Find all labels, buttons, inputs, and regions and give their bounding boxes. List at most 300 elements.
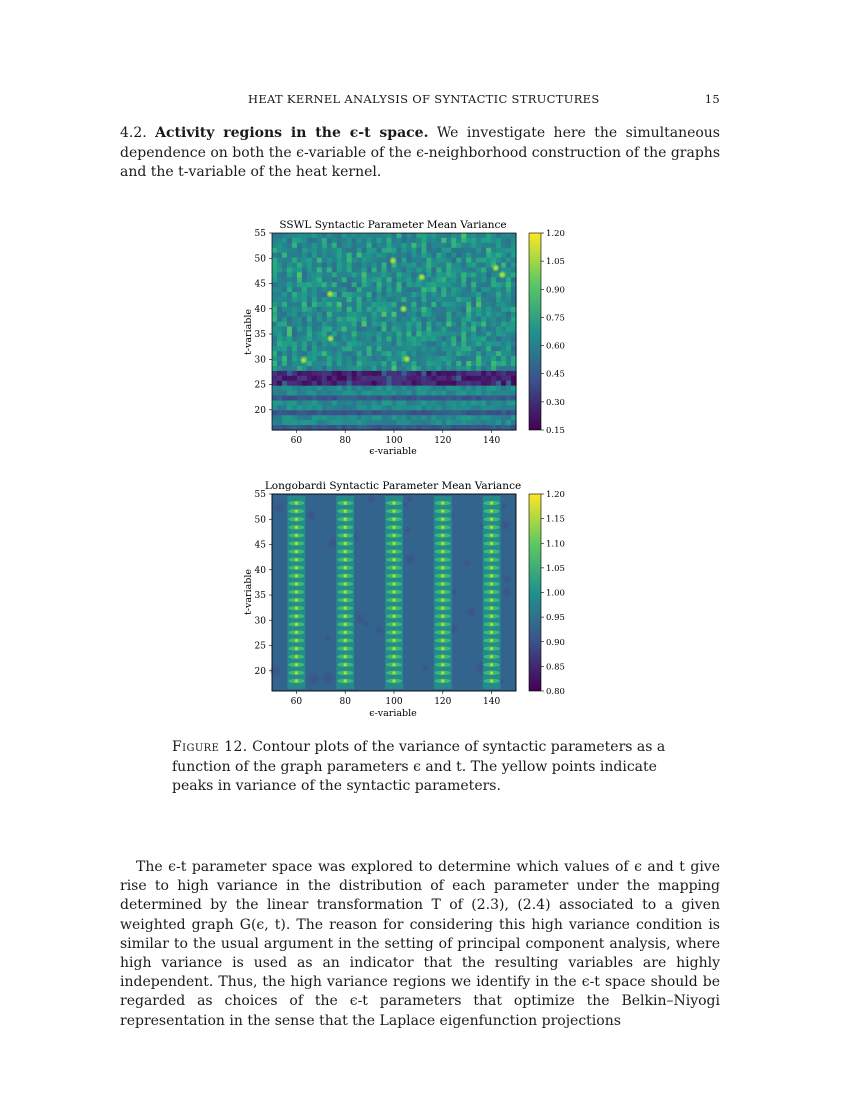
heatmap-cell <box>312 400 318 406</box>
low-variance-patch <box>271 499 286 514</box>
heatmap-cell <box>491 356 497 362</box>
heatmap-cell <box>317 415 323 421</box>
x-tick-label: 140 <box>483 697 501 707</box>
heatmap-cell <box>292 302 298 308</box>
heatmap-cell <box>396 292 402 298</box>
heatmap-cell <box>506 272 512 278</box>
heatmap-cell <box>367 302 373 308</box>
heatmap-cell <box>382 302 388 308</box>
heatmap-cell <box>292 356 298 362</box>
heatmap-cell <box>401 233 407 239</box>
heatmap-cell <box>456 346 462 352</box>
heatmap-cell <box>342 361 348 367</box>
variance-peak <box>295 582 298 585</box>
heatmap-cell <box>426 420 432 426</box>
heatmap-cell <box>387 287 393 293</box>
heatmap-cell <box>401 287 407 293</box>
heatmap-cell <box>312 267 318 273</box>
heatmap-cell <box>431 263 437 269</box>
y-axis-ticks <box>255 229 272 416</box>
heatmap-cell <box>372 243 378 249</box>
heatmap-cell <box>367 277 373 283</box>
heatmap-cell <box>282 327 288 333</box>
heatmap-cell <box>377 258 383 264</box>
heatmap-cell <box>377 277 383 283</box>
heatmap-cell <box>362 381 368 387</box>
heatmap-cell <box>372 238 378 244</box>
heatmap-cell <box>451 415 457 421</box>
heatmap-cell <box>272 341 278 347</box>
heatmap-cell <box>476 400 482 406</box>
heatmap-cell <box>401 267 407 273</box>
heatmap-cell <box>342 332 348 338</box>
colorbar-tick-label: 1.15 <box>546 514 565 525</box>
heatmap-cell <box>471 272 477 278</box>
variance-peak <box>295 501 298 504</box>
heatmap-cell <box>347 361 353 367</box>
heatmap-cell <box>451 322 457 328</box>
heatmap-cell <box>357 322 363 328</box>
heatmap-cell <box>486 287 492 293</box>
heatmap-cell <box>307 391 313 397</box>
heatmap-cell <box>501 263 507 269</box>
heatmap-cell <box>486 302 492 308</box>
heatmap-cell <box>272 327 278 333</box>
low-variance-patch <box>502 574 512 584</box>
heatmap-cell <box>297 351 303 357</box>
heatmap-cell <box>406 386 412 392</box>
variance-peak <box>326 290 334 298</box>
heatmap-cell <box>501 292 507 298</box>
heatmap-cell <box>476 272 482 278</box>
heatmap-cell <box>441 332 447 338</box>
heatmap-cell <box>506 356 512 362</box>
heatmap-cell <box>332 322 338 328</box>
variance-peak <box>344 574 347 577</box>
heatmap-cell <box>486 272 492 278</box>
heatmap-cell <box>481 312 487 318</box>
heatmap-cell <box>446 341 452 347</box>
heatmap-cell <box>317 287 323 293</box>
heatmap-cell <box>491 322 497 328</box>
heatmap-cell <box>441 287 447 293</box>
heatmap-cell <box>307 351 313 357</box>
heatmap-cell <box>357 376 363 382</box>
heatmap-cell <box>377 287 383 293</box>
heatmap-cell <box>307 400 313 406</box>
heatmap-cell <box>272 282 278 288</box>
x-axis-label: ϵ-variable <box>369 446 417 457</box>
heatmap-cell <box>322 371 328 377</box>
heatmap-cell <box>367 420 373 426</box>
heatmap-cell <box>481 282 487 288</box>
heatmap-cell <box>372 376 378 382</box>
heatmap-cell <box>496 396 502 402</box>
heatmap-cell <box>411 332 417 338</box>
heatmap-cell <box>382 396 388 402</box>
heatmap-cell <box>426 292 432 298</box>
heatmap-cell <box>496 361 502 367</box>
heatmap-cell <box>476 391 482 397</box>
heatmap-cell <box>451 391 457 397</box>
heatmap-cell <box>461 356 467 362</box>
heatmap-cell <box>272 243 278 249</box>
heatmap-cell <box>461 381 467 387</box>
heatmap-cell <box>372 263 378 269</box>
heatmap-cell <box>357 277 363 283</box>
heatmap-cell <box>362 391 368 397</box>
heatmap-cell <box>312 287 318 293</box>
heatmap-cell <box>367 391 373 397</box>
heatmap-cell <box>317 332 323 338</box>
heatmap-cell <box>486 410 492 416</box>
heatmap-cell <box>481 307 487 313</box>
heatmap-cell <box>372 253 378 259</box>
heatmap-cell <box>491 420 497 426</box>
heatmap-cell <box>466 332 472 338</box>
heatmap-cell <box>322 238 328 244</box>
heatmap-cell <box>421 396 427 402</box>
heatmap-cell <box>466 312 472 318</box>
heatmap-cell <box>307 302 313 308</box>
heatmap-cell <box>501 371 507 377</box>
heatmap-cell <box>347 396 353 402</box>
heatmap-cell <box>362 238 368 244</box>
heatmap-cell <box>401 327 407 333</box>
heatmap-cell <box>476 282 482 288</box>
heatmap-cell <box>357 282 363 288</box>
heatmap-cell <box>387 400 393 406</box>
heatmap-cell <box>461 272 467 278</box>
heatmap-cell <box>486 376 492 382</box>
heatmap-cell <box>382 322 388 328</box>
heatmap-cell <box>292 263 298 269</box>
variance-peak <box>490 590 493 593</box>
heatmap-cell <box>416 371 422 377</box>
heatmap-cell <box>342 297 348 303</box>
heatmap-cell <box>327 248 333 254</box>
heatmap-cell <box>431 346 437 352</box>
heatmap-cell <box>312 420 318 426</box>
heatmap-cell <box>287 263 293 269</box>
heatmap-cell <box>287 351 293 357</box>
heatmap-cell <box>426 391 432 397</box>
variance-peak <box>295 510 298 513</box>
heatmap-cell <box>421 400 427 406</box>
heatmap-cell <box>272 415 278 421</box>
variance-peak <box>295 558 298 561</box>
heatmap-cell <box>426 233 432 239</box>
variance-peak <box>344 550 347 553</box>
heatmap-cell <box>377 248 383 254</box>
heatmap-cell <box>471 327 477 333</box>
variance-peak <box>441 501 444 504</box>
heatmap-cell <box>372 327 378 333</box>
heatmap-cell <box>317 248 323 254</box>
heatmap-cell <box>451 346 457 352</box>
heatmap-cell <box>406 248 412 254</box>
variance-peak <box>441 655 444 658</box>
heatmap-cell <box>337 356 343 362</box>
heatmap-cell <box>491 386 497 392</box>
heatmap-cell <box>406 366 412 372</box>
heatmap-cell <box>342 410 348 416</box>
heatmap-cell <box>307 287 313 293</box>
heatmap-cell <box>387 381 393 387</box>
heatmap-cell <box>446 371 452 377</box>
heatmap-cell <box>352 396 358 402</box>
heatmap-cell <box>471 317 477 323</box>
heatmap-cell <box>406 233 412 239</box>
heatmap-cell <box>312 332 318 338</box>
heatmap-cell <box>441 267 447 273</box>
heatmap-cell <box>466 267 472 273</box>
heatmap-cell <box>302 263 308 269</box>
variance-peak <box>344 671 347 674</box>
heatmap-cell <box>461 292 467 298</box>
heatmap-cell <box>282 361 288 367</box>
heatmap-cell <box>327 282 333 288</box>
chart-sswl <box>243 219 565 457</box>
heatmap-cell <box>446 391 452 397</box>
variance-peak <box>344 526 347 529</box>
heatmap-cell <box>282 336 288 342</box>
heatmap-cell <box>342 366 348 372</box>
heatmap-cell <box>367 272 373 278</box>
heatmap-cell <box>357 248 363 254</box>
heatmap-cell <box>411 341 417 347</box>
heatmap-cell <box>401 376 407 382</box>
heatmap-cell <box>372 356 378 362</box>
heatmap-cell <box>496 405 502 411</box>
heatmap-cell <box>456 351 462 357</box>
heatmap-cell <box>476 366 482 372</box>
heatmap-cell <box>466 391 472 397</box>
heatmap-cell <box>277 405 283 411</box>
heatmap-cell <box>491 292 497 298</box>
variance-peak <box>392 663 395 666</box>
heatmap-cell <box>456 277 462 283</box>
heatmap-cell <box>481 233 487 239</box>
figure-caption <box>172 738 670 797</box>
heatmap-cell <box>411 381 417 387</box>
heatmap-cell <box>461 420 467 426</box>
heatmap-cell <box>282 258 288 264</box>
heatmap-cell <box>441 282 447 288</box>
heatmap-cell <box>372 410 378 416</box>
variance-peak <box>490 655 493 658</box>
heatmap-cell <box>501 317 507 323</box>
variance-peak <box>344 598 347 601</box>
heatmap-cell <box>392 332 398 338</box>
heatmap-cell <box>476 287 482 293</box>
heatmap-cell <box>287 415 293 421</box>
variance-peak <box>441 510 444 513</box>
heatmap-cell <box>322 263 328 269</box>
heatmap-cell <box>307 238 313 244</box>
heatmap-cell <box>317 391 323 397</box>
heatmap-cell <box>312 277 318 283</box>
heatmap-cell <box>491 415 497 421</box>
heatmap-cell <box>461 332 467 338</box>
heatmap-cell <box>481 287 487 293</box>
heatmap-cell <box>476 410 482 416</box>
heatmap-cell <box>476 396 482 402</box>
heatmap-cell <box>476 327 482 333</box>
heatmap-cell <box>471 346 477 352</box>
heatmap-cell <box>322 405 328 411</box>
heatmap-cell <box>421 238 427 244</box>
heatmap-cell <box>421 258 427 264</box>
heatmap-cell <box>456 366 462 372</box>
heatmap-cell <box>471 292 477 298</box>
heatmap-cell <box>362 253 368 259</box>
heatmap-cell <box>446 272 452 278</box>
heatmap-cell <box>491 307 497 313</box>
heatmap-cell <box>352 302 358 308</box>
heatmap-cell <box>377 415 383 421</box>
heatmap-cell <box>292 415 298 421</box>
heatmap-cell <box>282 356 288 362</box>
heatmap-cell <box>491 346 497 352</box>
heatmap-cell <box>282 376 288 382</box>
heatmap-cell <box>441 327 447 333</box>
heatmap-cell <box>471 386 477 392</box>
heatmap-cell <box>471 332 477 338</box>
heatmap-cell <box>501 405 507 411</box>
heatmap-cell <box>387 405 393 411</box>
heatmap-cell <box>387 341 393 347</box>
variance-peak <box>490 639 493 642</box>
heatmap-cell <box>456 292 462 298</box>
heatmap-cell <box>362 322 368 328</box>
heatmap-cell <box>411 297 417 303</box>
heatmap-cell <box>322 243 328 249</box>
heatmap-cell <box>307 356 313 362</box>
heatmap-cell <box>476 233 482 239</box>
heatmap-cell <box>441 386 447 392</box>
heatmap-cell <box>446 277 452 283</box>
heatmap-cell <box>416 336 422 342</box>
heatmap-cell <box>317 302 323 308</box>
heatmap-cell <box>377 253 383 259</box>
heatmap-cell <box>411 282 417 288</box>
heatmap-cell <box>312 302 318 308</box>
heatmap-cell <box>312 415 318 421</box>
heatmap-cell <box>287 258 293 264</box>
heatmap-cell <box>411 351 417 357</box>
heatmap-cell <box>292 312 298 318</box>
variance-peak <box>490 526 493 529</box>
heatmap-cell <box>441 258 447 264</box>
heatmap-cell <box>297 287 303 293</box>
heatmap-cell <box>456 361 462 367</box>
heatmap-cell <box>486 332 492 338</box>
heatmap-cell <box>436 243 442 249</box>
heatmap-cell <box>461 253 467 259</box>
heatmap-cell <box>292 307 298 313</box>
heatmap-cell <box>287 346 293 352</box>
heatmap-cell <box>471 420 477 426</box>
heatmap-cell <box>436 233 442 239</box>
heatmap-cell <box>446 361 452 367</box>
heatmap-cell <box>421 376 427 382</box>
heatmap-cell <box>327 258 333 264</box>
heatmap-cell <box>317 233 323 239</box>
heatmap-cell <box>406 341 412 347</box>
heatmap-cell <box>426 322 432 328</box>
variance-peak <box>392 550 395 553</box>
heatmap-cell <box>352 282 358 288</box>
heatmap-cell <box>501 361 507 367</box>
heatmap-cell <box>481 420 487 426</box>
heatmap-cell <box>337 233 343 239</box>
heatmap-cell <box>347 420 353 426</box>
heatmap-cell <box>481 322 487 328</box>
heatmap-cell <box>302 258 308 264</box>
heatmap-cell <box>476 238 482 244</box>
heatmap-cell <box>466 356 472 362</box>
x-tick-label: 60 <box>290 697 303 707</box>
heatmap-cell <box>387 351 393 357</box>
heatmap-cell <box>436 376 442 382</box>
heatmap-cell <box>421 317 427 323</box>
heatmap-cell <box>317 386 323 392</box>
heatmap-cell <box>317 420 323 426</box>
heatmap-cell <box>382 381 388 387</box>
heatmap-cell <box>446 282 452 288</box>
heatmap-cell <box>401 346 407 352</box>
heatmap-cell <box>337 282 343 288</box>
heatmap-cell <box>406 292 412 298</box>
variance-peak <box>295 598 298 601</box>
heatmap-cell <box>476 332 482 338</box>
heatmap-cell <box>272 351 278 357</box>
y-tick-label: 55 <box>254 490 266 500</box>
heatmap-cell <box>421 405 427 411</box>
heatmap-cell <box>461 258 467 264</box>
heatmap-cell <box>357 386 363 392</box>
heatmap-cell <box>481 381 487 387</box>
variance-peak <box>295 550 298 553</box>
heatmap-cell <box>292 376 298 382</box>
heatmap-cell <box>431 415 437 421</box>
heatmap-cell <box>466 282 472 288</box>
variance-peak <box>392 615 395 618</box>
variance-peak <box>441 639 444 642</box>
heatmap-cell <box>357 258 363 264</box>
heatmap-cell <box>312 371 318 377</box>
heatmap-cell <box>486 307 492 313</box>
heatmap-cell <box>491 376 497 382</box>
heatmap-cell <box>446 327 452 333</box>
heatmap-cell <box>506 253 512 259</box>
heatmap-cell <box>347 287 353 293</box>
heatmap-cell <box>362 312 368 318</box>
y-tick-label: 30 <box>254 616 266 627</box>
heatmap-cell <box>382 248 388 254</box>
heatmap-cell <box>491 410 497 416</box>
heatmap-cell <box>322 410 328 416</box>
chart-title: SSWL Syntactic Parameter Mean Variance <box>279 219 507 231</box>
heatmap-cell <box>362 415 368 421</box>
heatmap-cell <box>352 356 358 362</box>
heatmap-cell <box>337 312 343 318</box>
x-tick-label: 100 <box>385 436 403 446</box>
heatmap-cell <box>476 253 482 259</box>
heatmap-cell <box>456 376 462 382</box>
heatmap-cell <box>486 282 492 288</box>
